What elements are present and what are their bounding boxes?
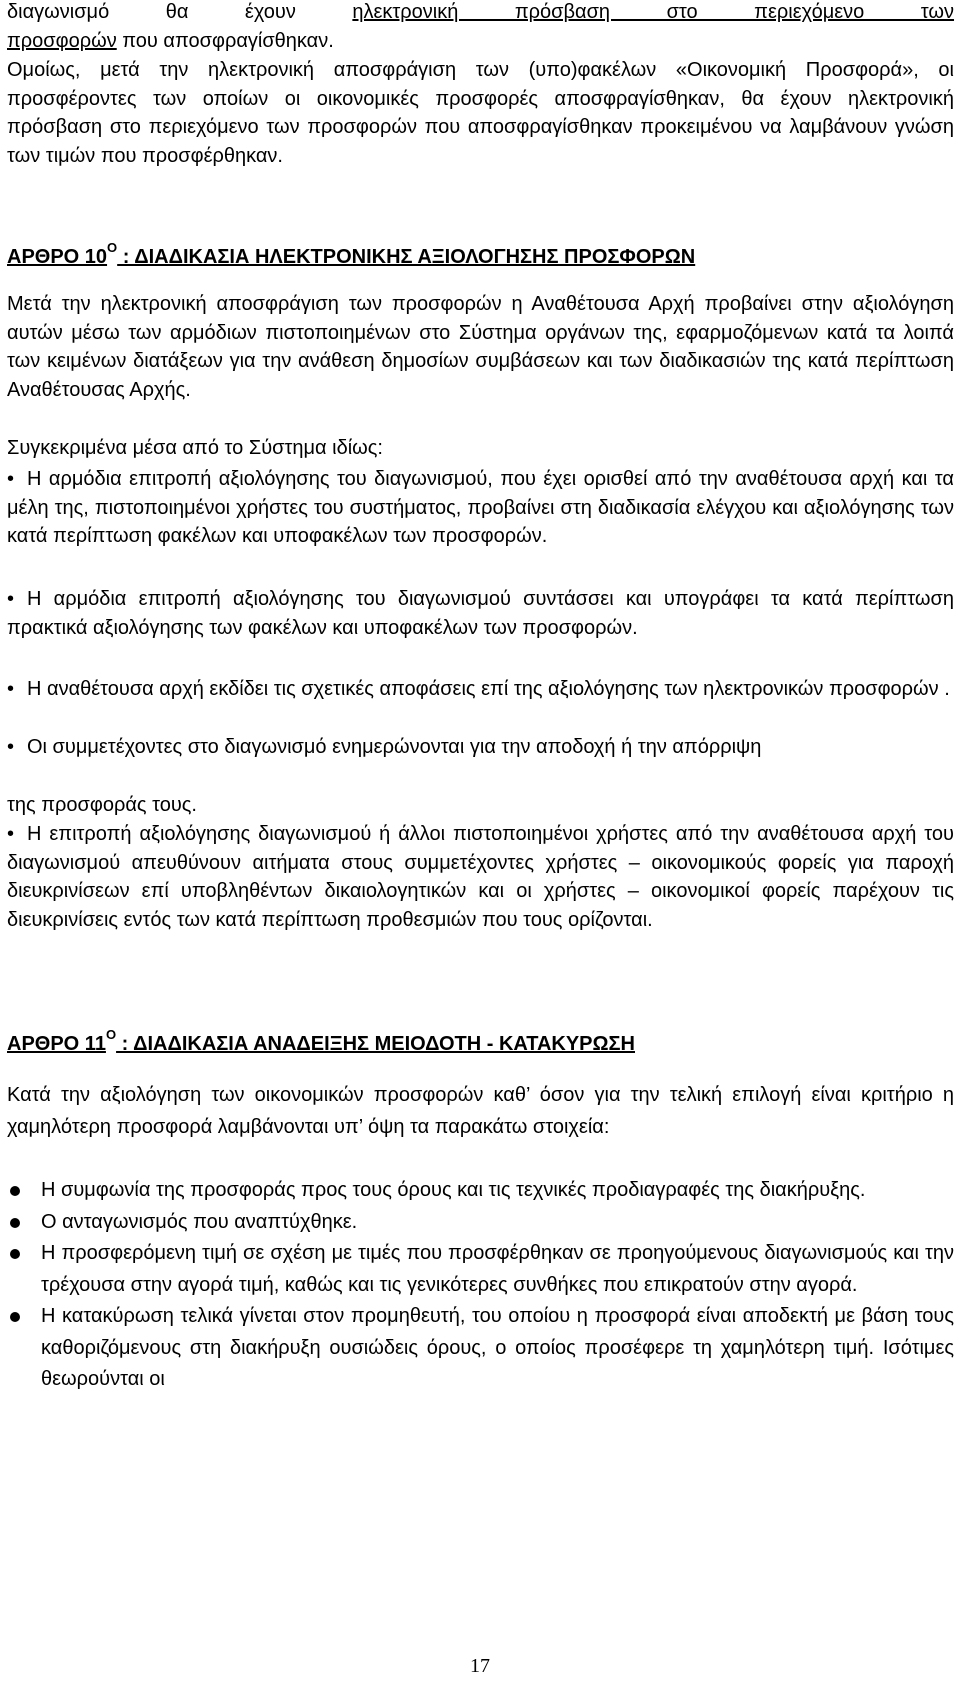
article10-bullet-5-text: Η επιτροπή αξιολόγησης διαγωνισμού ή άλλοι πιστοποιημένοι χρήστες από την αναθέτουσα αρχή του διαγωνισμού απευθύνουν αιτήματα στους συμμετέχοντες χρήστες – οικονομικούς φορείς για παροχή διευκρινίσεων επί υποβληθέντων δικαιολογητικών και οι χρήστες – οικονομικοί φορείς παρέχουν τις διευκρινίσεις εντός των κατά περίπτωση προθεσμιών που τους ορίζονται. xyxy=(7,823,954,931)
article11-criterion-4: Η κατακύρωση τελικά γίνεται στον προμηθευτή, του οποίου η προσφορά είναι αποδεκτή με βάση τους καθοριζόμενους στη διακήρυξη ουσιώδεις όρους, ο οποίος προσέφερε τη χαμηλότερη τιμή. Ισότιμες θεωρούνται οι xyxy=(41,1305,954,1390)
bullet-dot-icon xyxy=(10,1186,20,1196)
article10-lead: Συγκεκριμένα μέσα από το Σύστημα ιδίως: xyxy=(7,437,383,459)
article10-heading-ordinal: Ο xyxy=(107,240,118,255)
article10-bullet-1-text: Η αρμόδια επιτροπή αξιολόγησης του διαγωνισμού, που έχει ορισθεί από την αναθέτουσα αρχή και τα μέλη της, πιστοποιημένοι χρήστες του συστήματος, προβαίνει στη διαδικασία ελέγχου και αξιολόγησης των κατά περίπτωση φακέλων και υποφακέλων των προσφορών. xyxy=(7,468,954,548)
article11-criteria-list xyxy=(7,1175,954,1396)
article10-bullet-4-text: Οι συμμετέχοντες στο διαγωνισμό ενημερώνονται για την αποδοχή ή την απόρριψη xyxy=(27,736,762,758)
article11-heading xyxy=(7,1021,954,1058)
article10-bullet-2 xyxy=(7,585,954,642)
list-item xyxy=(7,1175,954,1207)
top-line2-underlined: προσφορών xyxy=(7,30,117,52)
article10-bullet-3 xyxy=(7,675,954,704)
article11-criterion-3: Η προσφερόμενη τιμή σε σχέση με τιμές που προσφέρθηκαν σε προηγούμενους διαγωνισμούς και την τρέχουσα στην αγορά τιμή, καθώς και τις γενικότερες συνθήκες που επικρατούν στην αγορά. xyxy=(41,1242,954,1296)
list-item xyxy=(7,1238,954,1301)
top-line-2 xyxy=(7,27,954,56)
bullet-dot-icon: • xyxy=(7,678,15,700)
article11-heading-number: ΑΡΘΡΟ 11 xyxy=(7,1033,106,1055)
article10-bullet-4-continuation: της προσφοράς τους. xyxy=(7,794,197,816)
article11-criterion-1: Η συμφωνία της προσφοράς προς τους όρους και τις τεχνικές προδιαγραφές της διακήρυξης. xyxy=(41,1179,866,1201)
bullet-dot-icon: • xyxy=(7,588,15,610)
article10-heading-number: ΑΡΘΡΟ 10 xyxy=(7,246,108,268)
article11-criterion-2: Ο ανταγωνισμός που αναπτύχθηκε. xyxy=(41,1210,358,1233)
article10-bullet-5 xyxy=(7,820,954,934)
article11-intro: Κατά την αξιολόγηση των οικονομικών προσφορών καθ’ όσον για την τελική επιλογή είναι κριτήριο η χαμηλότερη προσφορά λαμβάνονται υπ’ όψη τα παρακάτω στοιχεία: xyxy=(7,1084,954,1138)
article10-intro: Μετά την ηλεκτρονική αποσφράγιση των προσφορών η Αναθέτουσα Αρχή προβαίνει στην αξιολόγηση αυτών μέσω των αρμόδιων πιστοποιημένων στο Σύστημα οργάνων της, εφαρμοζόμενων κατά τα λοιπά των κειμένων διατάξεων για την ανάθεση δημοσίων συμβάσεων και των διαδικασιών της κατά περίπτωση Αναθέτουσας Αρχής. xyxy=(7,293,954,401)
bullet-dot-icon: • xyxy=(7,736,15,758)
top-line1-pre: διαγωνισμό θα έχουν xyxy=(7,1,353,23)
article11-heading-ordinal: Ο xyxy=(105,1027,117,1042)
article10-heading xyxy=(7,234,954,271)
article10-bullet-3-text: Η αναθέτουσα αρχή εκδίδει τις σχετικές αποφάσεις επί της αξιολόγησης των ηλεκτρονικών προσφορών . xyxy=(27,678,950,700)
top-line-1 xyxy=(7,0,954,27)
article11-heading-title: : ΔΙΑΔΙΚΑΣΙΑ ΑΝΑΔΕΙΞΗΣ ΜΕΙΟΔΟΤΗ - ΚΑΤΑΚΥΡΩΣΗ xyxy=(116,1033,635,1055)
article10-bullet-1 xyxy=(7,465,954,551)
article10-bullet-4 xyxy=(7,733,954,762)
top-paragraph: Ομοίως, μετά την ηλεκτρονική αποσφράγιση των (υπο)φακέλων «Οικονομική Προσφορά», οι προσφέροντες των οποίων οι οικονομικές προσφορές αποσφραγίσθηκαν, θα έχουν ηλεκτρονική πρόσβαση στο περιεχόμενο των προσφορών που αποσφραγίσθηκαν προκειμένου να λαμβάνουν γνώση των τιμών που προσφέρθηκαν. xyxy=(7,59,954,167)
article10-bullet-2-text: Η αρμόδια επιτροπή αξιολόγησης του διαγωνισμού συντάσσει και υπογράφει τα κατά περίπτωση πρακτικά αξιολόγησης των φακέλων και υποφακέλων των προσφορών. xyxy=(7,588,954,639)
bullet-dot-icon: • xyxy=(7,823,15,845)
bullet-dot-icon xyxy=(10,1312,20,1322)
list-item xyxy=(7,1207,954,1239)
page-number: 17 xyxy=(470,1655,490,1677)
top-line1-underlined: ηλεκτρονική πρόσβαση στο περιεχόμενο των xyxy=(352,1,955,23)
top-line2-post: που αποσφραγίσθηκαν. xyxy=(116,30,334,52)
bullet-dot-icon xyxy=(10,1249,20,1259)
bullet-dot-icon xyxy=(10,1218,20,1228)
bullet-dot-icon: • xyxy=(7,468,15,490)
list-item xyxy=(7,1301,954,1396)
article10-heading-title: : ΔΙΑΔΙΚΑΣΙΑ ΗΛΕΚΤΡΟΝΙΚΗΣ ΑΞΙΟΛΟΓΗΣΗΣ ΠΡΟΣΦΟΡΩΝ xyxy=(117,246,696,268)
